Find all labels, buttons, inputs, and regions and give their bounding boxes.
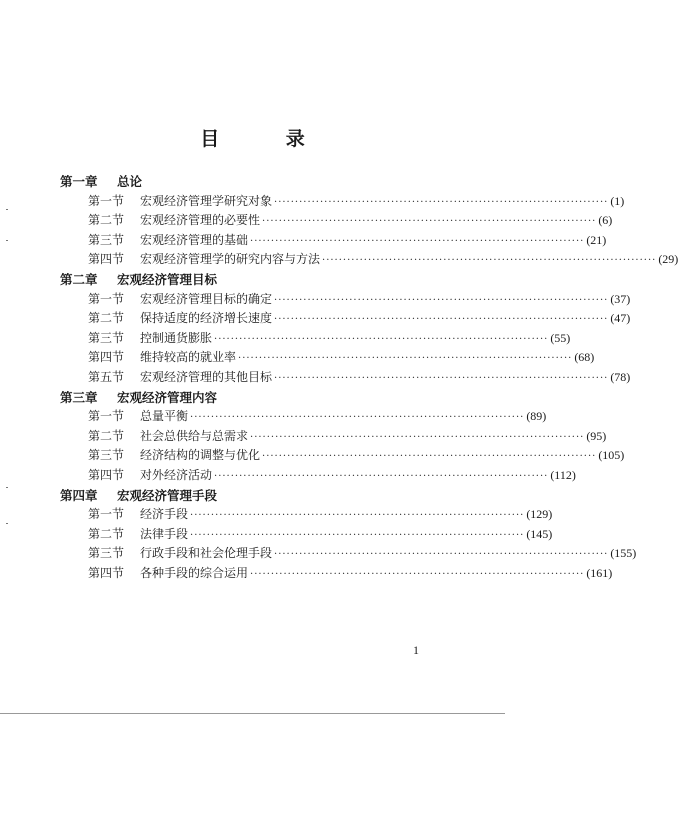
toc-entry[interactable] [88, 192, 625, 209]
dot-leader: ················································································ [322, 255, 657, 267]
section-page: (105) [598, 448, 625, 463]
section-number: 第一节 [88, 409, 125, 424]
chapter-heading [60, 172, 142, 190]
toc-entry[interactable] [88, 250, 678, 267]
dot-leader: ················································································ [262, 451, 597, 463]
page-number: 1 [413, 643, 419, 657]
dot-leader: ················································································ [250, 235, 585, 247]
section-number: 第三节 [88, 448, 125, 463]
section-title: 经济结构的调整与优化 [140, 448, 261, 463]
dot-leader: ················································································ [274, 314, 609, 326]
toc-entry[interactable] [88, 329, 571, 346]
toc-entry[interactable] [88, 309, 631, 326]
chapter-number: 第二章 [60, 272, 98, 287]
section-number: 第一节 [88, 291, 125, 306]
margin-speck [6, 240, 8, 241]
toc-entry[interactable] [88, 407, 547, 424]
section-title: 各种手段的综合运用 [140, 566, 249, 580]
page-title: 目 录 [200, 128, 335, 150]
chapter-number: 第四章 [60, 487, 98, 503]
chapter-heading [60, 486, 217, 504]
toc-entry[interactable] [88, 525, 553, 542]
toc-entry[interactable] [88, 368, 631, 385]
section-page: (37) [610, 291, 631, 306]
chapter-title: 宏观经济管理目标 [117, 272, 218, 287]
section-number: 第二节 [88, 526, 125, 541]
section-title: 社会总供给与总需求 [140, 428, 249, 443]
section-number: 第一节 [88, 507, 125, 522]
chapter-number: 第三章 [60, 389, 98, 405]
section-page: (6) [598, 213, 613, 228]
section-title: 宏观经济管理的基础 [140, 232, 249, 247]
chapter-title: 宏观经济管理手段 [117, 487, 218, 503]
chapter-title: 总论 [117, 174, 143, 189]
dot-leader: ················································································ [190, 510, 525, 522]
section-title: 经济手段 [140, 507, 189, 522]
section-title: 宏观经济管理目标的确定 [140, 291, 273, 306]
dot-leader: ················································································ [274, 549, 609, 561]
section-title: 总量平衡 [140, 409, 189, 424]
toc-entry[interactable] [88, 290, 631, 307]
section-page: (21) [586, 232, 607, 247]
section-page: (95) [586, 428, 607, 443]
dot-leader: ················································································ [262, 216, 597, 228]
toc-entry[interactable] [88, 544, 637, 561]
section-page: (47) [610, 311, 631, 326]
section-title: 法律手段 [140, 526, 189, 541]
section-page: (55) [550, 330, 571, 345]
section-number: 第三节 [88, 330, 125, 345]
dot-leader: ················································································ [214, 471, 549, 482]
section-number: 第四节 [88, 566, 125, 580]
section-number: 第四节 [88, 350, 125, 365]
section-title: 宏观经济管理学研究对象 [140, 193, 273, 208]
chapter-heading [60, 388, 217, 406]
section-title: 行政手段和社会伦理手段 [140, 546, 273, 561]
dot-leader: ················································································ [274, 373, 609, 384]
section-page: (78) [610, 370, 631, 384]
toc-entry[interactable] [88, 427, 607, 444]
section-page: (129) [526, 507, 553, 522]
section-page: (145) [526, 526, 553, 541]
dot-leader: ················································································ [214, 333, 549, 345]
dot-leader: ················································································ [190, 529, 525, 541]
section-title: 宏观经济管理的必要性 [140, 213, 261, 228]
section-number: 第二节 [88, 428, 125, 443]
section-title: 对外经济活动 [140, 468, 213, 482]
margin-speck [6, 487, 8, 488]
section-page: (29) [658, 252, 678, 267]
margin-speck [6, 209, 8, 210]
section-number: 第一节 [88, 193, 125, 208]
toc-entry[interactable] [88, 446, 625, 463]
section-page: (89) [526, 409, 547, 424]
section-page: (68) [574, 350, 595, 365]
toc-entry[interactable] [88, 564, 613, 581]
dot-leader: ················································································ [190, 412, 525, 424]
toc-entry[interactable] [88, 505, 553, 522]
margin-speck [6, 523, 8, 524]
section-number: 第三节 [88, 546, 125, 561]
toc-entry[interactable] [88, 211, 613, 228]
section-page: (155) [610, 546, 637, 561]
toc-entry[interactable] [88, 466, 576, 483]
section-page: (161) [586, 566, 613, 580]
chapter-number: 第一章 [60, 174, 98, 189]
dot-leader: ················································································ [274, 196, 609, 208]
section-number: 第四节 [88, 252, 125, 267]
section-page: (1) [610, 193, 625, 208]
bottom-rule [0, 713, 505, 714]
section-title: 控制通货膨胀 [140, 330, 213, 345]
dot-leader: ················································································ [250, 431, 585, 443]
dot-leader: ················································································ [238, 353, 573, 365]
dot-leader: ················································································ [250, 569, 585, 580]
section-number: 第二节 [88, 213, 125, 228]
section-number: 第四节 [88, 468, 125, 482]
section-number: 第三节 [88, 232, 125, 247]
section-title: 宏观经济管理学的研究内容与方法 [140, 252, 321, 267]
toc-entry[interactable] [88, 348, 595, 365]
section-title: 维持较高的就业率 [140, 350, 237, 365]
toc-entry[interactable] [88, 231, 607, 248]
section-title: 保持适度的经济增长速度 [140, 311, 273, 326]
section-number: 第五节 [88, 370, 125, 384]
section-page: (112) [550, 468, 576, 482]
chapter-heading [60, 270, 217, 288]
chapter-title: 宏观经济管理内容 [117, 389, 218, 405]
section-number: 第二节 [88, 311, 125, 326]
section-title: 宏观经济管理的其他目标 [140, 370, 273, 384]
dot-leader: ················································································ [274, 294, 609, 306]
